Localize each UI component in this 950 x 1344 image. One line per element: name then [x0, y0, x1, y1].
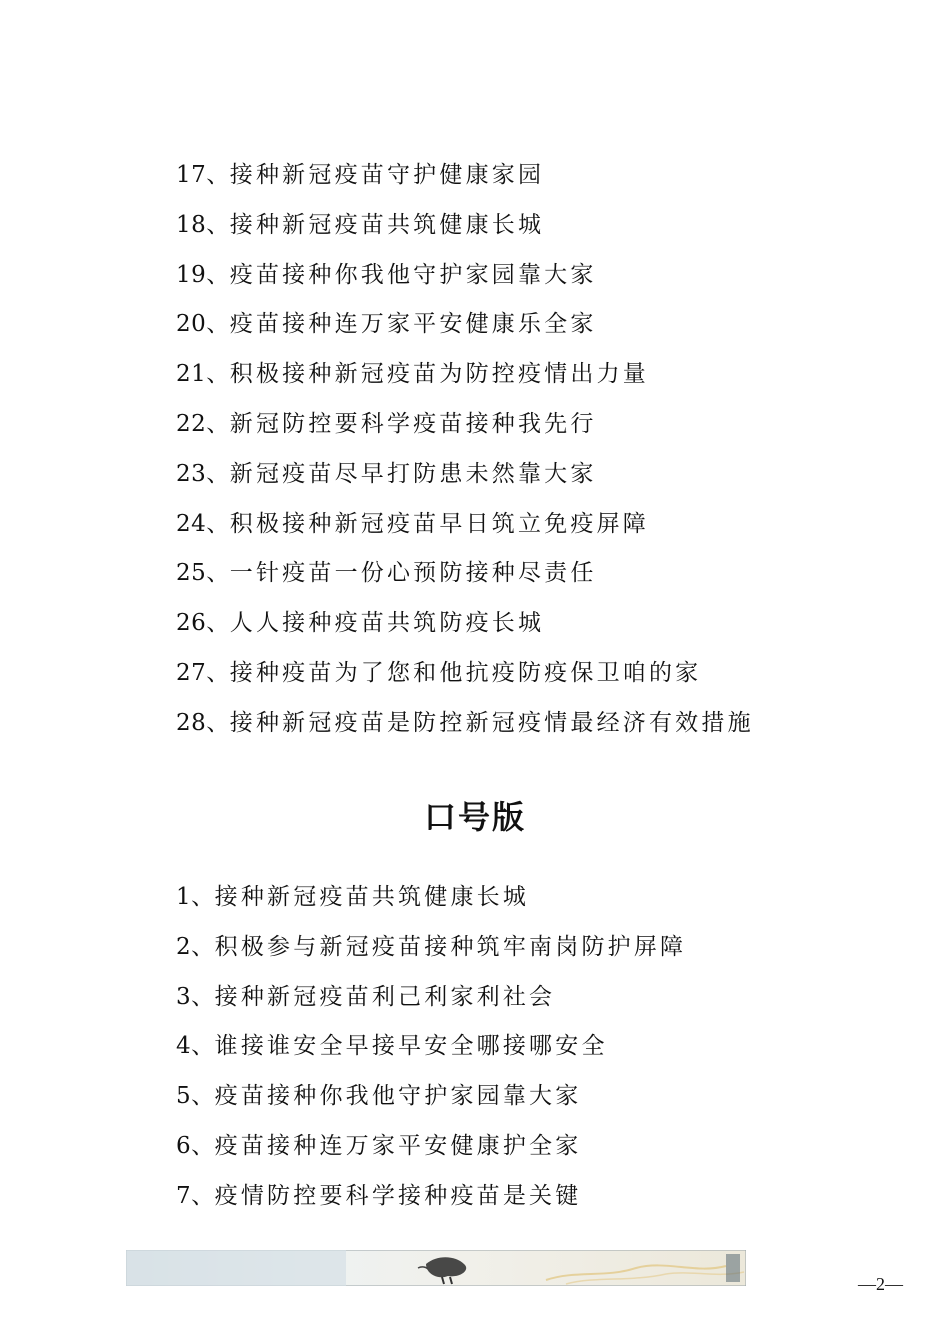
- item-text: 人人接种疫苗共筑防疫长城: [229, 610, 545, 637]
- item-number: 26、: [176, 610, 230, 637]
- list-item: [176, 602, 754, 652]
- list-item: [176, 552, 754, 602]
- item-text: 疫苗接种你我他守护家园靠大家: [229, 261, 597, 288]
- item-number: 1、: [176, 884, 215, 910]
- item-number: 21、: [176, 361, 230, 388]
- item-text: 接种疫苗为了您和他抗疫防疫保卫咱的家: [229, 659, 702, 686]
- list-item: [176, 1075, 686, 1125]
- ink-landscape-banner: [126, 1250, 746, 1286]
- item-text: 疫苗接种连万家平安健康乐全家: [229, 311, 597, 338]
- item-number: 20、: [176, 311, 230, 338]
- list-item: [176, 303, 754, 353]
- slogan-list: [176, 876, 686, 1225]
- list-item: [176, 403, 754, 453]
- item-number: 18、: [176, 211, 230, 238]
- page-number: —2—: [858, 1274, 903, 1294]
- list-item: [176, 876, 686, 926]
- item-text: 接种新冠疫苗共筑健康长城: [229, 211, 545, 238]
- list-item: [176, 204, 754, 254]
- item-text: 积极接种新冠疫苗为防控疫情出力量: [229, 361, 649, 388]
- item-number: 25、: [176, 560, 230, 587]
- slogan-list-continued: [176, 154, 754, 752]
- list-item: [176, 453, 754, 503]
- item-text: 一针疫苗一份心预防接种尽责任: [229, 560, 597, 587]
- item-text: 疫情防控要科学接种疫苗是关键: [214, 1182, 582, 1209]
- item-number: 27、: [176, 659, 230, 686]
- list-item: [176, 353, 754, 403]
- item-number: 28、: [176, 709, 230, 736]
- item-number: 3、: [176, 983, 215, 1010]
- item-number: 17、: [176, 162, 230, 188]
- list-item: [176, 702, 754, 752]
- section-title: 口号版: [423, 798, 526, 836]
- list-item: [176, 1125, 686, 1175]
- list-item: [176, 154, 754, 204]
- item-text: 新冠防控要科学疫苗接种我先行: [229, 410, 597, 437]
- item-text: 接种新冠疫苗共筑健康长城: [214, 884, 530, 910]
- item-number: 24、: [176, 510, 230, 537]
- item-text: 疫苗接种你我他守护家园靠大家: [214, 1083, 582, 1110]
- item-text: 积极参与新冠疫苗接种筑牢南岗防护屏障: [214, 933, 687, 960]
- list-item: [176, 926, 686, 976]
- item-number: 2、: [176, 933, 215, 960]
- list-item: [176, 652, 754, 702]
- decorative-banner-image: [126, 1250, 746, 1286]
- list-item: [176, 503, 754, 553]
- list-item: [176, 1175, 686, 1225]
- item-text: 积极接种新冠疫苗早日筑立免疫屏障: [229, 510, 649, 537]
- item-text: 接种新冠疫苗是防控新冠疫情最经济有效措施: [229, 709, 754, 736]
- item-number: 4、: [176, 1033, 215, 1060]
- item-text: 接种新冠疫苗守护健康家园: [229, 162, 545, 188]
- item-text: 谁接谁安全早接早安全哪接哪安全: [214, 1033, 608, 1060]
- item-number: 7、: [176, 1182, 215, 1209]
- list-item: [176, 254, 754, 304]
- item-number: 22、: [176, 410, 230, 437]
- item-text: 疫苗接种连万家平安健康护全家: [214, 1132, 582, 1159]
- item-text: 新冠疫苗尽早打防患未然靠大家: [229, 460, 597, 487]
- list-item: [176, 976, 686, 1026]
- item-text: 接种新冠疫苗利己利家利社会: [214, 983, 556, 1010]
- list-item: [176, 1025, 686, 1075]
- item-number: 5、: [176, 1083, 215, 1110]
- item-number: 19、: [176, 261, 230, 288]
- item-number: 6、: [176, 1132, 215, 1159]
- item-number: 23、: [176, 460, 230, 487]
